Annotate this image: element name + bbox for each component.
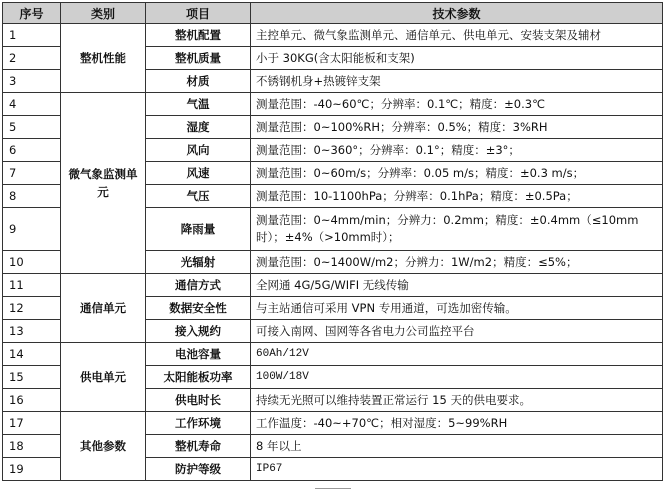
- item-name: 风向: [146, 139, 251, 162]
- item-name: 整机质量: [146, 47, 251, 70]
- row-number: 9: [3, 208, 61, 251]
- page-edge-mark: [315, 488, 351, 492]
- item-name: 湿度: [146, 116, 251, 139]
- param-value: 全网通 4G/5G/WIFI 无线传输: [251, 274, 663, 297]
- row-number: 11: [3, 274, 61, 297]
- spec-table: [2, 2, 663, 481]
- header-row: [3, 3, 663, 24]
- category-cell: 微气象监测单元: [61, 93, 146, 274]
- param-value: 测量范围：0~360°；分辨率：0.1°；精度：±3°；: [251, 139, 663, 162]
- item-name: 气温: [146, 93, 251, 116]
- row-number: 1: [3, 24, 61, 47]
- header-no: 序号: [3, 3, 61, 24]
- row-number: 15: [3, 366, 61, 389]
- row-number: 2: [3, 47, 61, 70]
- item-name: 工作环境: [146, 412, 251, 435]
- item-name: 降雨量: [146, 208, 251, 251]
- header-params: 技术参数: [251, 3, 663, 24]
- item-name: 整机配置: [146, 24, 251, 47]
- row-number: 4: [3, 93, 61, 116]
- item-name: 接入规约: [146, 320, 251, 343]
- item-name: 太阳能板功率: [146, 366, 251, 389]
- param-value: 测量范围：0~100%RH；分辨率：0.5%；精度：3%RH: [251, 116, 663, 139]
- item-name: 光辐射: [146, 251, 251, 274]
- category-cell: 整机性能: [61, 24, 146, 93]
- item-name: 气压: [146, 185, 251, 208]
- param-value: 工作温度：-40~+70℃；相对湿度：5~99%RH: [251, 412, 663, 435]
- row-number: 19: [3, 458, 61, 481]
- item-name: 防护等级: [146, 458, 251, 481]
- item-name: 供电时长: [146, 389, 251, 412]
- row-number: 3: [3, 70, 61, 93]
- row-number: 6: [3, 139, 61, 162]
- row-number: 12: [3, 297, 61, 320]
- param-value: 小于 30KG(含太阳能板和支架): [251, 47, 663, 70]
- param-value: 测量范围：10-1100hPa；分辨率：0.1hPa；精度：±0.5Pa；: [251, 185, 663, 208]
- row-number: 13: [3, 320, 61, 343]
- param-value: 不锈钢机身+热镀锌支架: [251, 70, 663, 93]
- table-row: [3, 412, 663, 435]
- header-item: 项目: [146, 3, 251, 24]
- category-cell: 供电单元: [61, 343, 146, 412]
- param-value: 60Ah/12V: [251, 343, 663, 366]
- category-cell: 通信单元: [61, 274, 146, 343]
- item-name: 整机寿命: [146, 435, 251, 458]
- header-category: 类别: [61, 3, 146, 24]
- param-value: 主控单元、微气象监测单元、通信单元、供电单元、安装支架及辅材: [251, 24, 663, 47]
- row-number: 8: [3, 185, 61, 208]
- row-number: 18: [3, 435, 61, 458]
- row-number: 7: [3, 162, 61, 185]
- row-number: 14: [3, 343, 61, 366]
- param-value: 测量范围：0~60m/s；分辨率：0.05 m/s；精度：±0.3 m/s；: [251, 162, 663, 185]
- item-name: 电池容量: [146, 343, 251, 366]
- row-number: 16: [3, 389, 61, 412]
- row-number: 5: [3, 116, 61, 139]
- param-value: IP67: [251, 458, 663, 481]
- table-row: [3, 274, 663, 297]
- param-value: 持续无光照可以维持装置正常运行 15 天的供电要求。: [251, 389, 663, 412]
- item-name: 数据安全性: [146, 297, 251, 320]
- param-value: 测量范围：0~1400W/m2；分辨力：1W/m2；精度：≤5%；: [251, 251, 663, 274]
- table-row: [3, 24, 663, 47]
- table-row: [3, 343, 663, 366]
- category-cell: 其他参数: [61, 412, 146, 481]
- param-value: 测量范围：-40~60℃；分辨率：0.1℃；精度：±0.3℃: [251, 93, 663, 116]
- item-name: 材质: [146, 70, 251, 93]
- param-value: 测量范围：0~4mm/min；分辨力：0.2mm；精度：±0.4mm（≤10mm时）；±4%（>10mm时）；: [251, 208, 663, 251]
- param-value: 与主站通信可采用 VPN 专用通道，可选加密传输。: [251, 297, 663, 320]
- row-number: 17: [3, 412, 61, 435]
- item-name: 通信方式: [146, 274, 251, 297]
- param-value: 8 年以上: [251, 435, 663, 458]
- param-value: 可接入南网、国网等各省电力公司监控平台: [251, 320, 663, 343]
- table-row: [3, 93, 663, 116]
- param-value: 100W/18V: [251, 366, 663, 389]
- item-name: 风速: [146, 162, 251, 185]
- row-number: 10: [3, 251, 61, 274]
